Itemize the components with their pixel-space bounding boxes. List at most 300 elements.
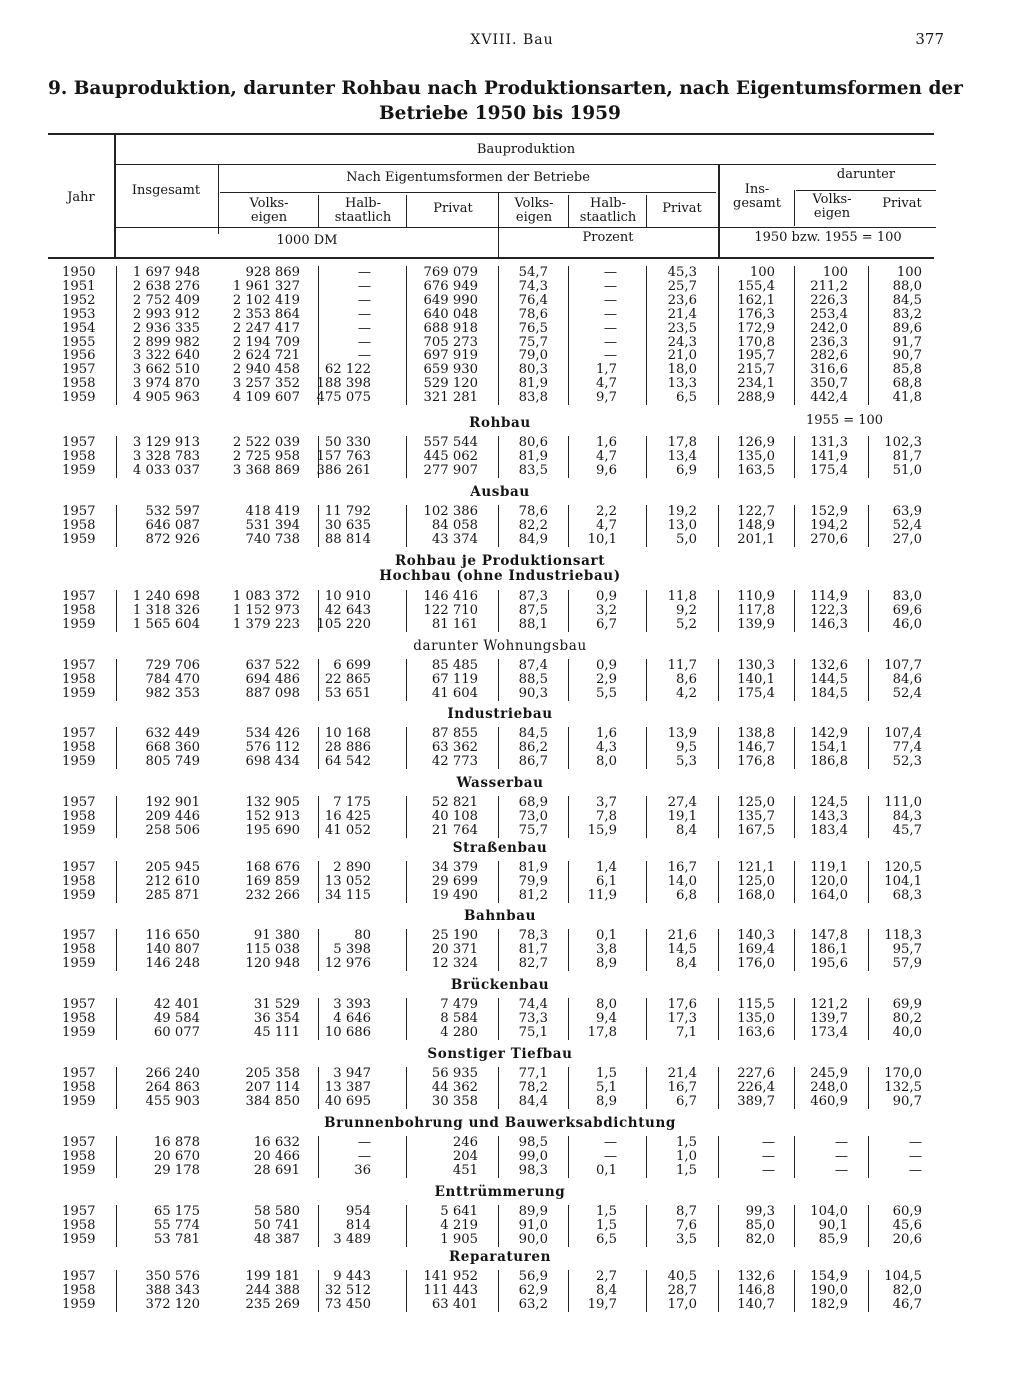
cell-volkseigen-index: 211,2 bbox=[810, 278, 848, 294]
cell-volkseigen-dm: 232 266 bbox=[245, 887, 300, 903]
cell-volkseigen-index: 253,4 bbox=[810, 306, 848, 322]
cell-privat-dm: 30 358 bbox=[431, 1093, 478, 1109]
cell-volkseigen-pct: 82,2 bbox=[518, 517, 548, 533]
cell-halbstaatlich-pct: 4,7 bbox=[596, 376, 617, 392]
row-year: 1958 bbox=[62, 941, 96, 957]
cell-insgesamt-index: 140,1 bbox=[737, 671, 775, 687]
cell-volkseigen-index: 175,4 bbox=[810, 462, 848, 478]
cell-halbstaatlich-pct: 6,5 bbox=[596, 1231, 617, 1247]
row-year: 1952 bbox=[62, 292, 96, 308]
row-year: 1959 bbox=[62, 462, 96, 478]
cell-volkseigen-pct: 99,0 bbox=[518, 1148, 548, 1164]
cell-volkseigen-pct: 76,4 bbox=[518, 292, 548, 308]
column-divider bbox=[406, 1205, 407, 1247]
cell-volkseigen-dm: 169 859 bbox=[245, 873, 300, 889]
cell-privat-dm: 19 490 bbox=[431, 887, 478, 903]
cell-volkseigen-dm: 207 114 bbox=[245, 1079, 300, 1095]
cell-volkseigen-dm: 195 690 bbox=[245, 822, 300, 838]
cell-volkseigen-index: 282,6 bbox=[810, 348, 848, 364]
cell-privat-dm: 67 119 bbox=[431, 671, 478, 687]
cell-volkseigen-index: 122,3 bbox=[810, 602, 848, 618]
cell-privat-dm: 246 bbox=[452, 1135, 478, 1150]
unit-1000-dm: 1000 DM bbox=[276, 233, 338, 248]
cell-privat-dm: 25 190 bbox=[431, 928, 478, 943]
cell-insgesamt-index: 146,8 bbox=[737, 1282, 775, 1298]
cell-insgesamt: 532 597 bbox=[145, 504, 200, 519]
row-year: 1958 bbox=[62, 517, 96, 533]
column-divider bbox=[718, 998, 719, 1040]
cell-volkseigen-index: 142,9 bbox=[810, 726, 848, 741]
row-year: 1957 bbox=[62, 504, 96, 519]
header-insgesamt: Insgesamt bbox=[131, 183, 201, 198]
cell-volkseigen-index: 147,8 bbox=[810, 928, 848, 943]
column-divider bbox=[794, 1067, 795, 1109]
cell-privat-index: 41,8 bbox=[892, 390, 922, 406]
cell-volkseigen-dm: 2 725 958 bbox=[232, 448, 300, 464]
row-year: 1959 bbox=[62, 955, 96, 971]
cell-volkseigen-dm: 20 466 bbox=[253, 1148, 300, 1164]
cell-volkseigen-pct: 89,9 bbox=[518, 1204, 548, 1219]
cell-volkseigen-pct: 73,0 bbox=[518, 808, 548, 824]
cell-volkseigen-dm: 31 529 bbox=[253, 997, 300, 1012]
column-divider bbox=[318, 1067, 319, 1109]
cell-privat-pct: 25,7 bbox=[667, 278, 697, 294]
cell-insgesamt: 668 360 bbox=[145, 739, 200, 755]
cell-halbstaatlich-pct: 4,7 bbox=[596, 517, 617, 533]
cell-volkseigen-index: 190,0 bbox=[810, 1282, 848, 1298]
cell-insgesamt: 146 248 bbox=[145, 955, 200, 971]
column-divider bbox=[718, 1067, 719, 1109]
column-divider bbox=[794, 796, 795, 838]
row-year: 1958 bbox=[62, 1010, 96, 1026]
cell-volkseigen-pct: 84,5 bbox=[518, 726, 548, 741]
running-header: XVIII. Bau bbox=[470, 32, 554, 48]
cell-volkseigen-pct: 81,9 bbox=[518, 376, 548, 392]
cell-volkseigen-index: 131,3 bbox=[810, 435, 848, 450]
row-year: 1958 bbox=[62, 1148, 96, 1164]
cell-insgesamt: 192 901 bbox=[145, 795, 200, 810]
cell-privat-dm: 63 401 bbox=[431, 1296, 478, 1312]
cell-halbstaatlich-dm: — bbox=[357, 265, 371, 280]
cell-insgesamt: 49 584 bbox=[153, 1010, 200, 1026]
column-divider bbox=[646, 998, 647, 1040]
header-darunter: darunter bbox=[836, 167, 896, 182]
column-divider bbox=[318, 727, 319, 769]
cell-insgesamt-index: 176,3 bbox=[737, 306, 775, 322]
cell-halbstaatlich-dm: 13 387 bbox=[324, 1079, 371, 1095]
column-divider bbox=[718, 1205, 719, 1247]
cell-privat-index: 46,0 bbox=[892, 616, 922, 632]
cell-privat-index: 118,3 bbox=[884, 928, 922, 943]
row-year: 1959 bbox=[62, 822, 96, 838]
cell-halbstaatlich-pct: — bbox=[603, 306, 617, 322]
column-divider bbox=[646, 727, 647, 769]
cell-insgesamt-index: 389,7 bbox=[737, 1093, 775, 1109]
cell-privat-pct: 17,3 bbox=[667, 1010, 697, 1026]
cell-volkseigen-pct: 75,7 bbox=[518, 822, 548, 838]
section-title: Bahnbau bbox=[464, 908, 536, 924]
cell-halbstaatlich-dm: 105 220 bbox=[316, 616, 371, 632]
cell-insgesamt-index: 176,8 bbox=[737, 753, 775, 769]
cell-insgesamt-index: 140,3 bbox=[737, 928, 775, 943]
cell-privat-dm: 557 544 bbox=[423, 435, 478, 450]
cell-privat-dm: 56 935 bbox=[431, 1066, 478, 1081]
cell-privat-index: 27,0 bbox=[892, 531, 922, 547]
cell-volkseigen-index: 132,6 bbox=[810, 658, 848, 673]
cell-privat-pct: 40,5 bbox=[667, 1269, 697, 1284]
cell-volkseigen-index: 124,5 bbox=[810, 795, 848, 810]
cell-halbstaatlich-pct: 0,1 bbox=[596, 1162, 617, 1178]
cell-halbstaatlich-dm: 80 bbox=[354, 928, 371, 943]
cell-volkseigen-pct: 87,5 bbox=[518, 602, 548, 618]
cell-insgesamt-index: 288,9 bbox=[737, 390, 775, 406]
cell-privat-index: 107,4 bbox=[884, 726, 922, 741]
cell-halbstaatlich-pct: 1,5 bbox=[596, 1204, 617, 1219]
cell-volkseigen-dm: 637 522 bbox=[245, 658, 300, 673]
header-volkseigen-index: Volks- eigen bbox=[812, 192, 852, 221]
column-divider bbox=[498, 590, 499, 632]
cell-volkseigen-dm: 132 905 bbox=[245, 795, 300, 810]
column-divider bbox=[646, 861, 647, 903]
cell-privat-index: 77,4 bbox=[892, 739, 922, 755]
cell-privat-index: 52,4 bbox=[892, 517, 922, 533]
cell-halbstaatlich-dm: 50 330 bbox=[324, 435, 371, 450]
column-divider bbox=[794, 1270, 795, 1312]
row-year: 1957 bbox=[62, 1269, 96, 1284]
cell-volkseigen-pct: 86,7 bbox=[518, 753, 548, 769]
cell-insgesamt-index: 121,1 bbox=[737, 860, 775, 875]
header-jahr: Jahr bbox=[67, 190, 95, 205]
cell-insgesamt: 4 905 963 bbox=[132, 390, 200, 406]
cell-privat-index: 90,7 bbox=[892, 348, 922, 364]
cell-privat-pct: 21,4 bbox=[667, 1066, 697, 1081]
cell-volkseigen-dm: 928 869 bbox=[245, 265, 300, 280]
row-year: 1957 bbox=[62, 860, 96, 875]
cell-privat-pct: 13,3 bbox=[667, 376, 697, 392]
row-year: 1959 bbox=[62, 1024, 96, 1040]
cell-halbstaatlich-dm: 814 bbox=[345, 1217, 371, 1233]
row-year: 1958 bbox=[62, 376, 96, 392]
column-divider bbox=[794, 727, 795, 769]
cell-volkseigen-index: 120,0 bbox=[810, 873, 848, 889]
header-nach-eigentumsformen: Nach Eigentumsformen der Betriebe bbox=[346, 170, 590, 185]
cell-halbstaatlich-dm: 64 542 bbox=[324, 753, 371, 769]
header-line-eigentum bbox=[220, 192, 716, 193]
cell-insgesamt: 285 871 bbox=[145, 887, 200, 903]
cell-volkseigen-pct: 87,4 bbox=[518, 658, 548, 673]
cell-halbstaatlich-pct: 4,7 bbox=[596, 448, 617, 464]
cell-insgesamt: 455 903 bbox=[145, 1093, 200, 1109]
cell-privat-dm: 87 855 bbox=[431, 726, 478, 741]
cell-halbstaatlich-dm: 34 115 bbox=[324, 887, 371, 903]
cell-privat-pct: 1,5 bbox=[676, 1135, 697, 1150]
column-divider bbox=[406, 1270, 407, 1312]
cell-insgesamt: 729 706 bbox=[145, 658, 200, 673]
cell-privat-pct: 27,4 bbox=[667, 795, 697, 810]
cell-volkseigen-index: 164,0 bbox=[810, 887, 848, 903]
cell-halbstaatlich-dm: 386 261 bbox=[316, 462, 371, 478]
cell-halbstaatlich-dm: — bbox=[357, 348, 371, 364]
column-divider bbox=[318, 998, 319, 1040]
cell-privat-pct: 14,0 bbox=[667, 873, 697, 889]
cell-volkseigen-dm: 2 353 864 bbox=[232, 306, 300, 322]
column-divider bbox=[568, 1136, 569, 1178]
cell-privat-pct: 5,2 bbox=[676, 616, 697, 632]
row-year: 1958 bbox=[62, 1217, 96, 1233]
table-title-line-2: Betriebe 1950 bis 1959 bbox=[379, 103, 621, 124]
cell-halbstaatlich-dm: — bbox=[357, 306, 371, 322]
cell-privat-dm: 146 416 bbox=[423, 589, 478, 604]
column-divider bbox=[646, 505, 647, 547]
cell-insgesamt-index: — bbox=[761, 1135, 775, 1150]
cell-privat-pct: 8,4 bbox=[676, 955, 697, 971]
cell-halbstaatlich-dm: 3 947 bbox=[333, 1066, 371, 1081]
cell-insgesamt-index: 132,6 bbox=[737, 1269, 775, 1284]
section-title: Reparaturen bbox=[448, 1249, 552, 1265]
cell-volkseigen-dm: 384 850 bbox=[245, 1093, 300, 1109]
cell-privat-dm: 204 bbox=[452, 1148, 478, 1164]
section-title: Industriebau bbox=[447, 706, 553, 722]
section-title: Rohbau bbox=[469, 415, 531, 431]
row-year: 1959 bbox=[62, 1093, 96, 1109]
cell-insgesamt-index: 138,8 bbox=[737, 726, 775, 741]
cell-insgesamt-index: 140,7 bbox=[737, 1296, 775, 1312]
header-halbstaatlich-pct: Halb- staatlich bbox=[579, 196, 637, 225]
column-divider bbox=[868, 727, 869, 769]
cell-privat-dm: 705 273 bbox=[423, 334, 478, 350]
cell-volkseigen-dm: 50 741 bbox=[253, 1217, 300, 1233]
cell-insgesamt-index: 169,4 bbox=[737, 941, 775, 957]
cell-insgesamt-index: 195,7 bbox=[737, 348, 775, 364]
cell-privat-pct: 45,3 bbox=[667, 265, 697, 280]
cell-halbstaatlich-pct: 5,1 bbox=[596, 1079, 617, 1095]
column-divider bbox=[718, 861, 719, 903]
cell-volkseigen-pct: 78,2 bbox=[518, 1079, 548, 1095]
column-divider bbox=[406, 505, 407, 547]
cell-insgesamt: 1 565 604 bbox=[132, 616, 200, 632]
column-divider bbox=[406, 659, 407, 701]
cell-volkseigen-dm: 3 368 869 bbox=[232, 462, 300, 478]
cell-volkseigen-dm: 36 354 bbox=[253, 1010, 300, 1026]
cell-volkseigen-pct: 81,9 bbox=[518, 860, 548, 875]
column-divider bbox=[646, 1067, 647, 1109]
cell-volkseigen-index: 248,0 bbox=[810, 1079, 848, 1095]
cell-volkseigen-dm: 531 394 bbox=[245, 517, 300, 533]
cell-volkseigen-index: 100 bbox=[822, 265, 848, 280]
cell-insgesamt-index: 172,9 bbox=[737, 320, 775, 336]
column-divider bbox=[318, 1205, 319, 1247]
cell-halbstaatlich-dm: 11 792 bbox=[324, 504, 371, 519]
cell-volkseigen-pct: 84,4 bbox=[518, 1093, 548, 1109]
cell-halbstaatlich-pct: 3,7 bbox=[596, 795, 617, 810]
cell-insgesamt-index: 139,9 bbox=[737, 616, 775, 632]
cell-halbstaatlich-dm: 9 443 bbox=[333, 1269, 371, 1284]
column-divider bbox=[794, 659, 795, 701]
cell-volkseigen-index: 186,1 bbox=[810, 941, 848, 957]
cell-volkseigen-index: 144,5 bbox=[810, 671, 848, 687]
cell-privat-pct: 8,4 bbox=[676, 822, 697, 838]
cell-insgesamt: 258 506 bbox=[145, 822, 200, 838]
column-divider bbox=[868, 1205, 869, 1247]
cell-volkseigen-dm: 887 098 bbox=[245, 685, 300, 701]
cell-privat-index: 68,8 bbox=[892, 376, 922, 392]
cell-halbstaatlich-dm: 28 886 bbox=[324, 739, 371, 755]
cell-privat-index: 170,0 bbox=[884, 1066, 922, 1081]
cell-volkseigen-dm: 205 358 bbox=[245, 1066, 300, 1081]
cell-halbstaatlich-pct: 8,0 bbox=[596, 753, 617, 769]
cell-halbstaatlich-pct: 2,9 bbox=[596, 671, 617, 687]
cell-volkseigen-pct: 62,9 bbox=[518, 1282, 548, 1298]
row-year: 1958 bbox=[62, 1079, 96, 1095]
header-line-darunter bbox=[796, 190, 936, 191]
cell-halbstaatlich-pct: 2,2 bbox=[596, 504, 617, 519]
cell-volkseigen-pct: 73,3 bbox=[518, 1010, 548, 1026]
section-title: Ausbau bbox=[470, 484, 530, 500]
column-divider bbox=[116, 1067, 117, 1109]
cell-privat-index: 84,3 bbox=[892, 808, 922, 824]
column-divider bbox=[718, 727, 719, 769]
cell-halbstaatlich-dm: 7 175 bbox=[333, 795, 371, 810]
row-year: 1959 bbox=[62, 1231, 96, 1247]
cell-privat-pct: 17,8 bbox=[667, 435, 697, 450]
unit-prozent: Prozent bbox=[582, 230, 634, 245]
column-divider bbox=[406, 436, 407, 478]
cell-insgesamt: 53 781 bbox=[153, 1231, 200, 1247]
cell-volkseigen-index: 183,4 bbox=[810, 822, 848, 838]
cell-insgesamt-index: 163,5 bbox=[737, 462, 775, 478]
cell-halbstaatlich-pct: — bbox=[603, 278, 617, 294]
cell-halbstaatlich-pct: — bbox=[603, 292, 617, 308]
cell-halbstaatlich-pct: 9,4 bbox=[596, 1010, 617, 1026]
cell-privat-index: 69,6 bbox=[892, 602, 922, 618]
cell-privat-pct: 17,0 bbox=[667, 1296, 697, 1312]
cell-privat-index: 132,5 bbox=[884, 1079, 922, 1095]
cell-halbstaatlich-pct: 9,7 bbox=[596, 390, 617, 406]
row-year: 1957 bbox=[62, 658, 96, 673]
cell-privat-index: 40,0 bbox=[892, 1024, 922, 1040]
cell-insgesamt: 116 650 bbox=[145, 928, 200, 943]
cell-volkseigen-pct: 78,3 bbox=[518, 928, 548, 943]
column-divider bbox=[646, 796, 647, 838]
cell-insgesamt: 140 807 bbox=[145, 941, 200, 957]
column-divider bbox=[318, 1136, 319, 1178]
cell-volkseigen-dm: 2 102 419 bbox=[232, 292, 300, 308]
column-divider bbox=[318, 505, 319, 547]
cell-privat-pct: 16,7 bbox=[667, 860, 697, 875]
cell-privat-index: 84,6 bbox=[892, 671, 922, 687]
cell-insgesamt: 1 318 326 bbox=[132, 602, 200, 618]
cell-insgesamt-index: 115,5 bbox=[737, 997, 775, 1012]
header-bauproduktion: Bauproduktion bbox=[476, 142, 576, 157]
cell-insgesamt: 388 343 bbox=[145, 1282, 200, 1298]
cell-privat-dm: 63 362 bbox=[431, 739, 478, 755]
cell-halbstaatlich-pct: 9,6 bbox=[596, 462, 617, 478]
column-divider bbox=[568, 1270, 569, 1312]
cell-insgesamt-index: 162,1 bbox=[737, 292, 775, 308]
column-divider bbox=[646, 929, 647, 971]
cell-insgesamt-index: 82,0 bbox=[745, 1231, 775, 1247]
cell-privat-pct: 23,5 bbox=[667, 320, 697, 336]
cell-volkseigen-dm: 2 194 709 bbox=[232, 334, 300, 350]
column-divider bbox=[718, 436, 719, 478]
column-divider bbox=[406, 796, 407, 838]
cell-halbstaatlich-pct: 1,6 bbox=[596, 435, 617, 450]
cell-insgesamt-index: 215,7 bbox=[737, 362, 775, 378]
cell-volkseigen-pct: 79,9 bbox=[518, 873, 548, 889]
cell-privat-index: 60,9 bbox=[892, 1204, 922, 1219]
cell-privat-pct: 5,3 bbox=[676, 753, 697, 769]
cell-insgesamt-index: 125,0 bbox=[737, 873, 775, 889]
column-divider bbox=[568, 796, 569, 838]
cell-volkseigen-index: 182,9 bbox=[810, 1296, 848, 1312]
cell-halbstaatlich-dm: 40 695 bbox=[324, 1093, 371, 1109]
cell-insgesamt: 632 449 bbox=[145, 726, 200, 741]
column-divider bbox=[794, 436, 795, 478]
column-divider bbox=[568, 1067, 569, 1109]
column-divider bbox=[568, 659, 569, 701]
cell-volkseigen-index: 119,1 bbox=[810, 860, 848, 875]
cell-privat-dm: 12 324 bbox=[431, 955, 478, 971]
cell-volkseigen-pct: 80,6 bbox=[518, 435, 548, 450]
cell-volkseigen-index: — bbox=[834, 1162, 848, 1178]
row-year: 1957 bbox=[62, 1204, 96, 1219]
cell-insgesamt: 872 926 bbox=[145, 531, 200, 547]
cell-privat-index: 107,7 bbox=[884, 658, 922, 673]
cell-privat-pct: 19,1 bbox=[667, 808, 697, 824]
cell-privat-dm: 40 108 bbox=[431, 808, 478, 824]
row-year: 1959 bbox=[62, 531, 96, 547]
column-divider bbox=[868, 1270, 869, 1312]
cell-halbstaatlich-pct: 0,9 bbox=[596, 589, 617, 604]
cell-insgesamt: 29 178 bbox=[153, 1162, 200, 1178]
cell-halbstaatlich-dm: — bbox=[357, 320, 371, 336]
cell-insgesamt-index: 167,5 bbox=[737, 822, 775, 838]
row-year: 1954 bbox=[62, 320, 96, 336]
column-divider bbox=[498, 998, 499, 1040]
cell-privat-index: 45,6 bbox=[892, 1217, 922, 1233]
cell-privat-dm: 5 641 bbox=[440, 1204, 478, 1219]
cell-privat-dm: 20 371 bbox=[431, 941, 478, 957]
cell-halbstaatlich-pct: — bbox=[603, 334, 617, 350]
cell-privat-pct: 1,0 bbox=[676, 1148, 697, 1164]
row-year: 1957 bbox=[62, 928, 96, 943]
cell-halbstaatlich-dm: 4 646 bbox=[333, 1010, 371, 1026]
cell-privat-pct: 11,8 bbox=[667, 589, 697, 604]
cell-privat-index: 100 bbox=[896, 265, 922, 280]
cell-volkseigen-pct: 88,5 bbox=[518, 671, 548, 687]
cell-volkseigen-pct: 84,9 bbox=[518, 531, 548, 547]
column-divider bbox=[318, 929, 319, 971]
cell-insgesamt: 20 670 bbox=[153, 1148, 200, 1164]
cell-privat-dm: 141 952 bbox=[423, 1269, 478, 1284]
cell-privat-dm: 688 918 bbox=[423, 320, 478, 336]
cell-insgesamt: 2 899 982 bbox=[132, 334, 200, 350]
cell-volkseigen-index: 460,9 bbox=[810, 1093, 848, 1109]
cell-privat-dm: 649 990 bbox=[423, 292, 478, 308]
cell-privat-pct: 18,0 bbox=[667, 362, 697, 378]
cell-halbstaatlich-dm: 53 651 bbox=[324, 685, 371, 701]
column-divider bbox=[868, 659, 869, 701]
column-divider bbox=[116, 861, 117, 903]
cell-insgesamt-index: 126,9 bbox=[737, 435, 775, 450]
column-divider bbox=[318, 659, 319, 701]
row-year: 1959 bbox=[62, 1162, 96, 1178]
cell-privat-dm: 659 930 bbox=[423, 362, 478, 378]
cell-privat-index: 80,2 bbox=[892, 1010, 922, 1026]
unit-index: 1950 bzw. 1955 = 100 bbox=[754, 230, 902, 245]
cell-volkseigen-pct: 83,5 bbox=[518, 462, 548, 478]
cell-halbstaatlich-dm: 30 635 bbox=[324, 517, 371, 533]
